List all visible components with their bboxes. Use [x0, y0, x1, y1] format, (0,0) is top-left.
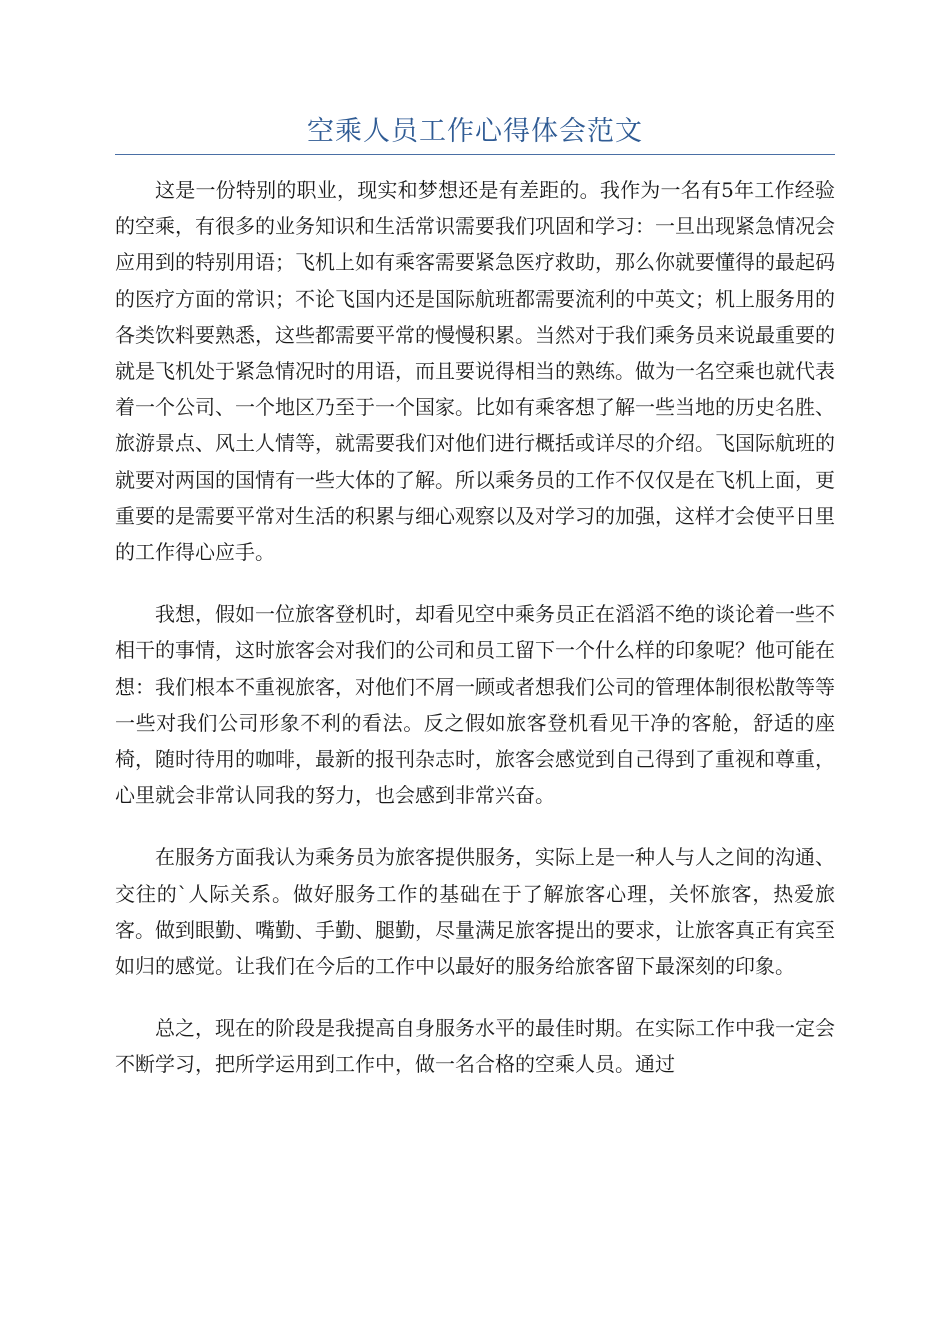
- paragraph: 我想，假如一位旅客登机时，却看见空中乘务员正在滔滔不绝的谈论着一些不相干的事情，这时旅客会对我们的公司和员工留下一个什么样的印象呢？他可能在想：我们根本不重视旅客，对他们不屑一顾或者想我们公司的管理体制很松散等等一些对我们公司形象不利的看法。反之假如旅客登机看见干净的客舱，舒适的座椅，随时待用的咖啡，最新的报刊杂志时，旅客会感觉到自己得到了重视和尊重，心里就会非常认同我的努力，也会感到非常兴奋。: [115, 602, 835, 808]
- title-block: [115, 112, 835, 155]
- document-body: [115, 172, 835, 1109]
- document-title: 空乘人员工作心得体会范文: [307, 116, 643, 147]
- paragraph: 总之，现在的阶段是我提高自身服务水平的最佳时期。在实际工作中我一定会不断学习，把所学运用到工作中，做一名合格的空乘人员。通过: [115, 1016, 835, 1077]
- paragraph: 在服务方面我认为乘务员为旅客提供服务，实际上是一种人与人之间的沟通、交往的`人际关系。做好服务工作的基础在于了解旅客心理，关怀旅客，热爱旅客。做到眼勤、嘴勤、手勤、腿勤，尽量满足旅客提出的要求，让旅客真正有宾至如归的感觉。让我们在今后的工作中以最好的服务给旅客留下最深刻的印象。: [115, 845, 835, 979]
- paragraph: 这是一份特别的职业，现实和梦想还是有差距的。我作为一名有5年工作经验的空乘，有很多的业务知识和生活常识需要我们巩固和学习：一旦出现紧急情况会应用到的特别用语；飞机上如有乘客需要紧急医疗救助，那么你就要懂得的最起码的医疗方面的常识；不论飞国内还是国际航班都需要流利的中英文；机上服务用的各类饮料要熟悉，这些都需要平常的慢慢积累。当然对于我们乘务员来说最重要的就是飞机处于紧急情况时的用语，而且要说得相当的熟练。做为一名空乘也就代表着一个公司、一个地区乃至于一个国家。比如有乘客想了解一些当地的历史名胜、旅游景点、风土人情等，就需要我们对他们进行概括或详尽的介绍。飞国际航班的就要对两国的国情有一些大体的了解。所以乘务员的工作不仅仅是在飞机上面，更重要的是需要平常对生活的积累与细心观察以及对学习的加强，这样才会使平日里的工作得心应手。: [115, 178, 835, 565]
